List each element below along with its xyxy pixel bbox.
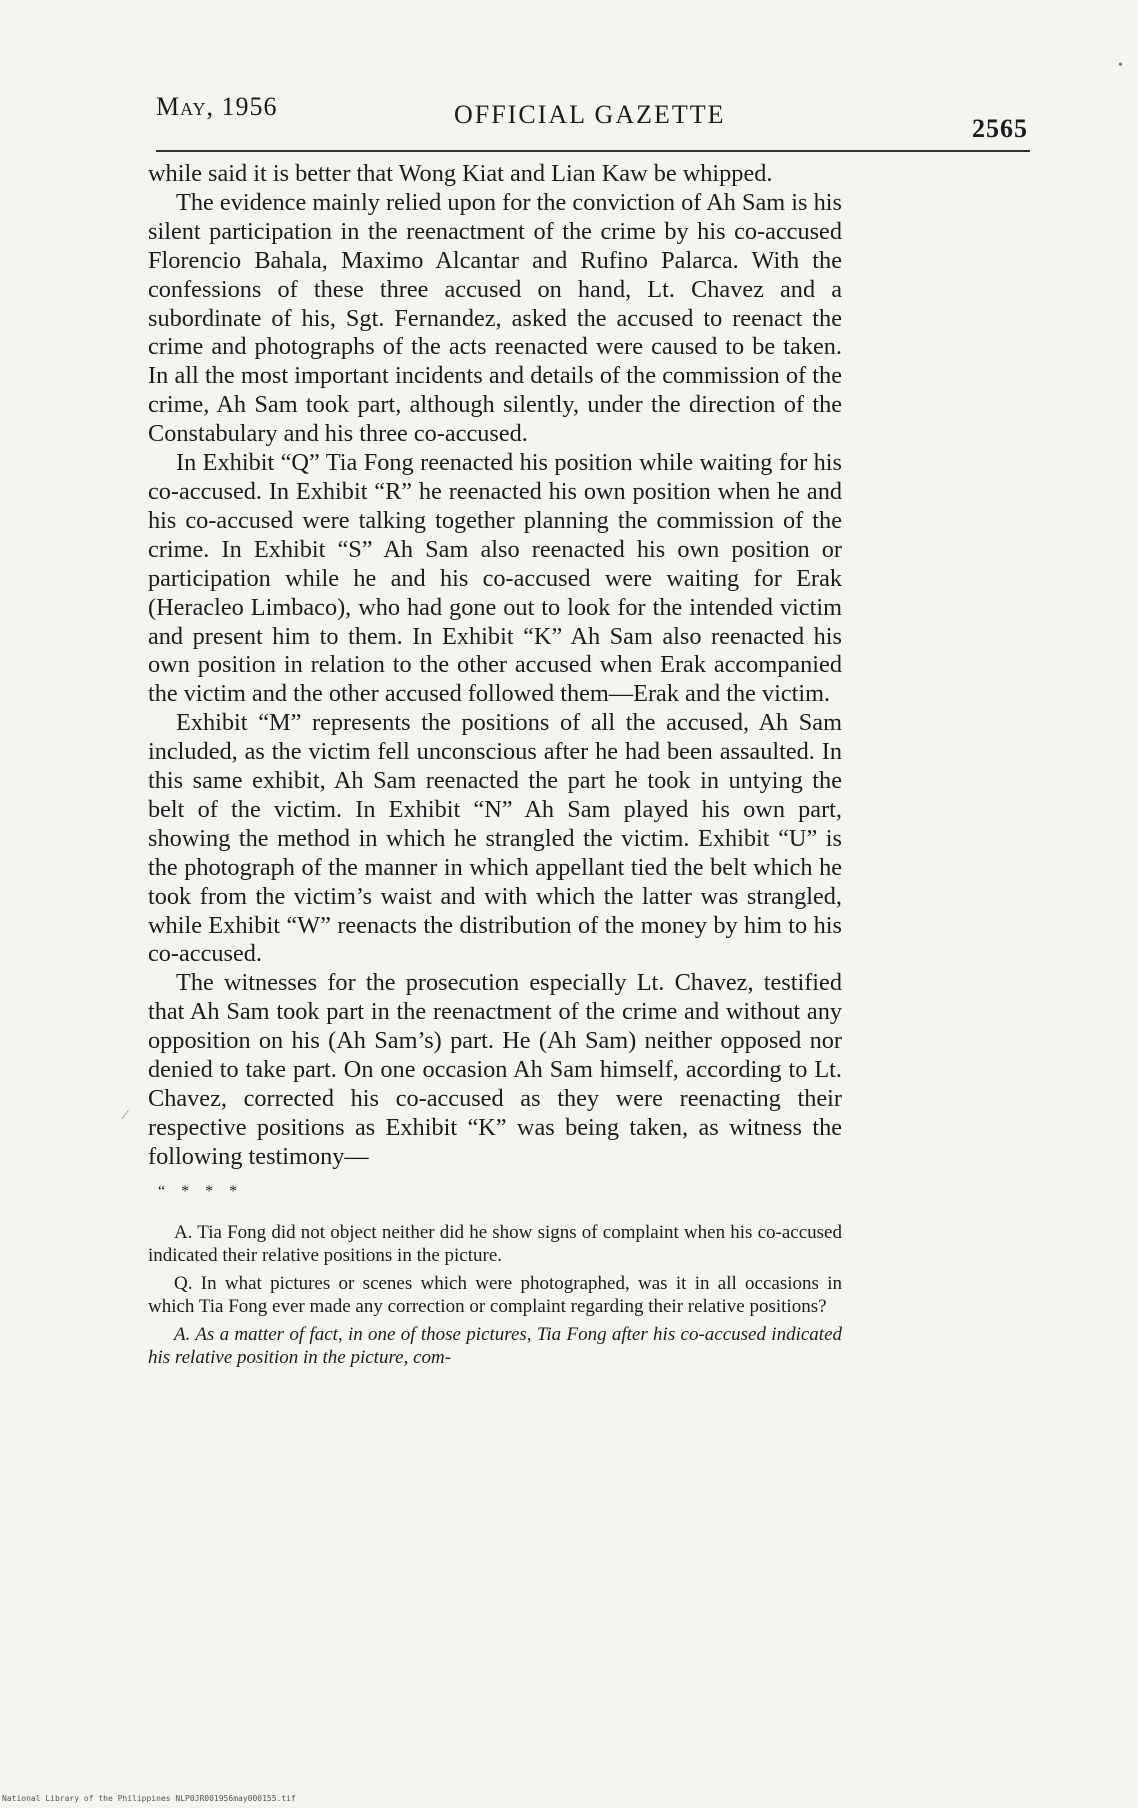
scan-speck: • xyxy=(1118,58,1123,73)
margin-mark: ⁄ xyxy=(124,1108,127,1123)
issue-date: May, 1956 xyxy=(156,92,278,121)
testimony-block xyxy=(148,1221,842,1370)
page-header xyxy=(156,92,1028,143)
main-text xyxy=(148,160,842,1374)
scan-source-note: National Library of the Philippines NLP0JR001956may000155.tif xyxy=(2,1794,296,1803)
paragraph-evidence: The evidence mainly relied upon for the conviction of Ah Sam is his silent participation in the reenactment of the crime by his co-accused Florencio Bahala, Maximo Alcantar and Rufino Palarca. With the confessions of these three accused on hand, Lt. Chavez and a subordinate of his, Sgt. Fernandez, asked the accused to reenact the crime and photographs of the acts reenacted were caused to be taken. In all the most important incidents and details of the commission of the crime, Ah Sam took part, although silently, under the direction of the Constabulary and his three co-accused. xyxy=(148,188,842,448)
page-number: 2565 xyxy=(972,114,1028,143)
publication-title: OFFICIAL GAZETTE xyxy=(454,100,726,129)
header-rule xyxy=(156,150,1030,152)
paragraph-witnesses: The witnesses for the prosecution especially Lt. Chavez, testified that Ah Sam took part in the reenactment of the crime and without any opposition on his (Ah Sam’s) part. He (Ah Sam) neither opposed nor denied to take part. On one occasion Ah Sam himself, according to Lt. Chavez, corrected his co-accused as they were reenacting their respective positions as Exhibit “K” was being taken, as witness the following testimony— xyxy=(148,969,842,1170)
paragraph-exhibits-m-n-u-w: Exhibit “M” represents the positions of all the accused, Ah Sam included, as the victim fell unconscious after he had been assaulted. In this same exhibit, Ah Sam reenacted the part he took in untying the belt of the victim. In Exhibit “N” Ah Sam played his own part, showing the method in which he strangled the victim. Exhibit “U” is the photograph of the manner in which appellant tied the belt which he took from the victim’s waist and with which the latter was strangled, while Exhibit “W” reenacts the distribution of the money by him to his co-accused. xyxy=(148,709,842,968)
testimony-answer-1: A. Tia Fong did not object neither did he show signs of complaint when his co-accused indicated their relative positions in the picture. xyxy=(148,1221,842,1267)
paragraph-continuation: while said it is better that Wong Kiat and Lian Kaw be whipped. xyxy=(148,160,773,187)
ellipsis-marker: “ * * * xyxy=(158,1182,244,1200)
testimony-question-1: Q. In what pictures or scenes which were photographed, was it in all occasions in which Tia Fong ever made any correction or complaint regarding their relative positions? xyxy=(148,1272,842,1318)
paragraph-exhibits-q-r-s-k: In Exhibit “Q” Tia Fong reenacted his position while waiting for his co-accused. In Exhibit “R” he reenacted his own position when he and his co-accused were talking together planning the commission of the crime. In Exhibit “S” Ah Sam also reenacted his own position or participation while he and his co-accused were waiting for Erak (Heracleo Limbaco), who had gone out to look for the intended victim and present him to them. In Exhibit “K” Ah Sam also reenacted his own position in relation to the other accused when Erak accompanied the victim and the other accused followed them—Erak and the victim. xyxy=(148,449,842,708)
testimony-answer-2: A. As a matter of fact, in one of those pictures, Tia Fong after his co-accused indicated his relative position in the picture, com- xyxy=(148,1323,842,1369)
